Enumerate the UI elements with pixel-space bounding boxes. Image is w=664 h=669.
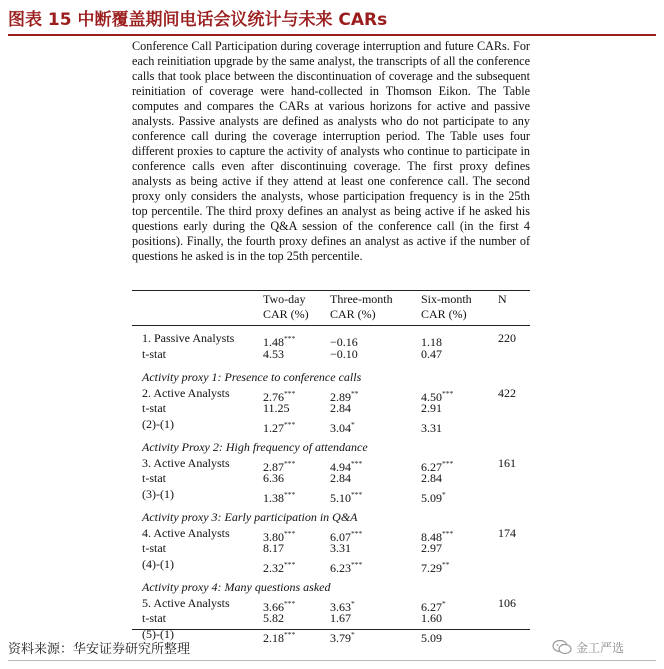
section-heading xyxy=(132,580,530,596)
table-row-active xyxy=(132,596,530,612)
cell-n: 106 xyxy=(498,595,516,610)
cell-three-month: 6.07*** xyxy=(330,528,363,544)
significance-stars: * xyxy=(442,598,446,608)
cell-six-month: 5.09 xyxy=(421,630,442,645)
significance-stars: * xyxy=(442,489,446,499)
cell-two-day: 2.87*** xyxy=(263,458,296,474)
row-label: 4. Active Analysts xyxy=(142,525,230,540)
cell-six-month: 7.29** xyxy=(421,559,450,575)
title-divider xyxy=(8,34,656,36)
table-sections xyxy=(132,362,530,645)
significance-stars: *** xyxy=(284,388,296,398)
significance-stars: *** xyxy=(351,458,363,468)
cell-three-month: 5.10*** xyxy=(330,489,363,505)
significance-stars: *** xyxy=(351,559,363,569)
table-top-rule xyxy=(132,290,530,291)
significance-stars: ** xyxy=(442,559,450,569)
significance-stars: *** xyxy=(442,458,454,468)
table-row-difference xyxy=(132,487,530,503)
col-header-three-month: Three-month CAR (%) xyxy=(330,292,393,321)
cell-six-month: 8.48*** xyxy=(421,528,454,544)
cell-n: 174 xyxy=(498,525,516,540)
cell-two-day: 6.36 xyxy=(263,471,284,485)
table-header xyxy=(132,292,530,325)
table-row-difference xyxy=(132,557,530,573)
cell-three-month: 2.84 xyxy=(330,401,351,415)
source-note: 资料来源：华安证券研究所整理 xyxy=(8,642,191,657)
section-heading xyxy=(132,370,530,386)
watermark xyxy=(552,636,624,658)
row-label: 5. Active Analysts xyxy=(142,595,230,610)
cell-six-month: 5.09* xyxy=(421,489,446,505)
row-label: (2)-(1) xyxy=(142,416,174,431)
cell-two-day: 11.25 xyxy=(263,401,290,415)
row-label: (3)-(1) xyxy=(142,486,174,501)
significance-stars: *** xyxy=(284,559,296,569)
cell-three-month: 3.04* xyxy=(330,419,355,435)
cell-two-day: 2.76*** xyxy=(263,388,296,404)
cell-six-month: 1.18 xyxy=(421,335,442,349)
watermark-text: 金工严选 xyxy=(576,640,625,655)
cell-six-month: 2.84 xyxy=(421,471,442,485)
cell-three-month: 3.79* xyxy=(330,629,355,645)
cell-two-day: 3.80*** xyxy=(263,528,296,544)
cell-two-day: 5.82 xyxy=(263,611,284,625)
table-row-active xyxy=(132,386,530,402)
cell-n: 422 xyxy=(498,385,516,400)
cell-n: 220 xyxy=(498,331,516,345)
cell-six-month: 1.60 xyxy=(421,611,442,625)
cell-two-day: 8.17 xyxy=(263,541,284,555)
cell-three-month: −0.10 xyxy=(330,346,358,361)
figure-title: 图表 15 中断覆盖期间电话会议统计与未来 CARs xyxy=(8,10,388,30)
cell-two-day: 1.48*** xyxy=(263,334,296,349)
table-row-tstat xyxy=(132,401,530,417)
cell-three-month: 1.67 xyxy=(330,611,351,625)
cell-three-month: 4.94*** xyxy=(330,458,363,474)
cell-three-month: 6.23*** xyxy=(330,559,363,575)
table-row-active xyxy=(132,456,530,472)
cell-three-month: −0.16 xyxy=(330,335,358,349)
significance-stars: *** xyxy=(442,388,454,398)
section-heading xyxy=(132,510,530,526)
table-row-tstat xyxy=(132,611,530,627)
cell-three-month: 2.84 xyxy=(330,471,351,485)
proxy-heading: Activity proxy 3: Early participation in Q&A xyxy=(142,510,358,524)
significance-stars: *** xyxy=(284,528,296,538)
significance-stars: *** xyxy=(351,489,363,499)
significance-stars: * xyxy=(351,629,355,639)
cell-two-day: 4.53 xyxy=(263,346,284,361)
row-label: (4)-(1) xyxy=(142,556,174,571)
proxy-heading: Activity proxy 4: Many questions asked xyxy=(142,580,331,594)
cell-three-month: 3.63* xyxy=(330,598,355,614)
significance-stars: *** xyxy=(284,334,296,343)
col-header-six-month: Six-month CAR (%) xyxy=(421,292,472,321)
significance-stars: *** xyxy=(284,489,296,499)
wechat-icon xyxy=(552,639,572,655)
col-header-two-day: Two-day CAR (%) xyxy=(263,292,309,321)
significance-stars: *** xyxy=(351,528,363,538)
row-label: (5)-(1) xyxy=(142,626,174,641)
table-caption: Conference Call Participation during coverage interruption and future CARs. For each reinitiation upgrade by the same analyst, the transcripts of all the conference calls that took place between the discontinuation of coverage and the subsequent reinitiation of coverage were hand-collected in Thomson Eikon. The Table computes and compares the CARs at various horizons for active and passive analysts. Passive analysts are defined as analysts who do not participate to any conference call during the coverage interruption period. The Table uses four different proxies to capture the activity of analysts who continue to participate in conference calls even after discontinuing coverage. The first proxy defines analysts as being active if they attend at least one conference call. The second proxy only considers the analysts, whose participation frequency is in the 25th top percentile. The third proxy defines an analyst as being active if he asked his questions early during the Q&A session of the conference call (in the first 4 positions). Finally, the fourth proxy defines an analyst as active if the number of questions he asked is in the top 25th percentile. xyxy=(132,39,530,263)
significance-stars: *** xyxy=(284,629,296,639)
row-label: 3. Active Analysts xyxy=(142,455,230,470)
cell-six-month: 0.47 xyxy=(421,346,442,361)
table-row-difference xyxy=(132,417,530,433)
row-label: t-stat xyxy=(142,346,166,361)
bottom-divider xyxy=(8,660,656,661)
table-row-tstat xyxy=(132,347,530,363)
row-label: t-stat xyxy=(142,611,166,625)
cell-six-month: 6.27* xyxy=(421,598,446,614)
row-label: t-stat xyxy=(142,471,166,485)
row-label: 2. Active Analysts xyxy=(142,385,230,400)
cell-two-day: 2.18*** xyxy=(263,629,296,645)
cell-three-month: 2.89** xyxy=(330,388,359,404)
section-heading xyxy=(132,440,530,456)
cell-six-month: 6.27*** xyxy=(421,458,454,474)
row-label: t-stat xyxy=(142,401,166,415)
cell-two-day: 1.38*** xyxy=(263,489,296,505)
table-row-tstat xyxy=(132,541,530,557)
significance-stars: *** xyxy=(284,598,296,608)
cell-n: 161 xyxy=(498,455,516,470)
significance-stars: * xyxy=(351,598,355,608)
significance-stars: * xyxy=(351,419,355,429)
table-row-difference xyxy=(132,627,530,643)
cell-six-month: 2.91 xyxy=(421,401,442,415)
cell-six-month: 3.31 xyxy=(421,420,442,435)
significance-stars: *** xyxy=(284,458,296,468)
cell-six-month: 2.97 xyxy=(421,541,442,555)
row-label: t-stat xyxy=(142,541,166,555)
significance-stars: ** xyxy=(351,388,359,398)
cell-six-month: 4.50*** xyxy=(421,388,454,404)
cell-two-day: 3.66*** xyxy=(263,598,296,614)
car-table xyxy=(132,292,530,645)
significance-stars: *** xyxy=(284,419,296,429)
proxy-heading: Activity proxy 1: Presence to conference calls xyxy=(142,370,362,384)
cell-two-day: 1.27*** xyxy=(263,419,296,435)
cell-three-month: 3.31 xyxy=(330,541,351,555)
table-row-passive xyxy=(132,331,530,347)
row-label: 1. Passive Analysts xyxy=(142,331,235,345)
cell-two-day: 2.32*** xyxy=(263,559,296,575)
significance-stars: *** xyxy=(442,528,454,538)
table-row-active xyxy=(132,526,530,542)
col-header-n: N xyxy=(498,292,507,306)
table-row-tstat xyxy=(132,471,530,487)
proxy-heading: Activity Proxy 2: High frequency of attendance xyxy=(142,440,368,454)
